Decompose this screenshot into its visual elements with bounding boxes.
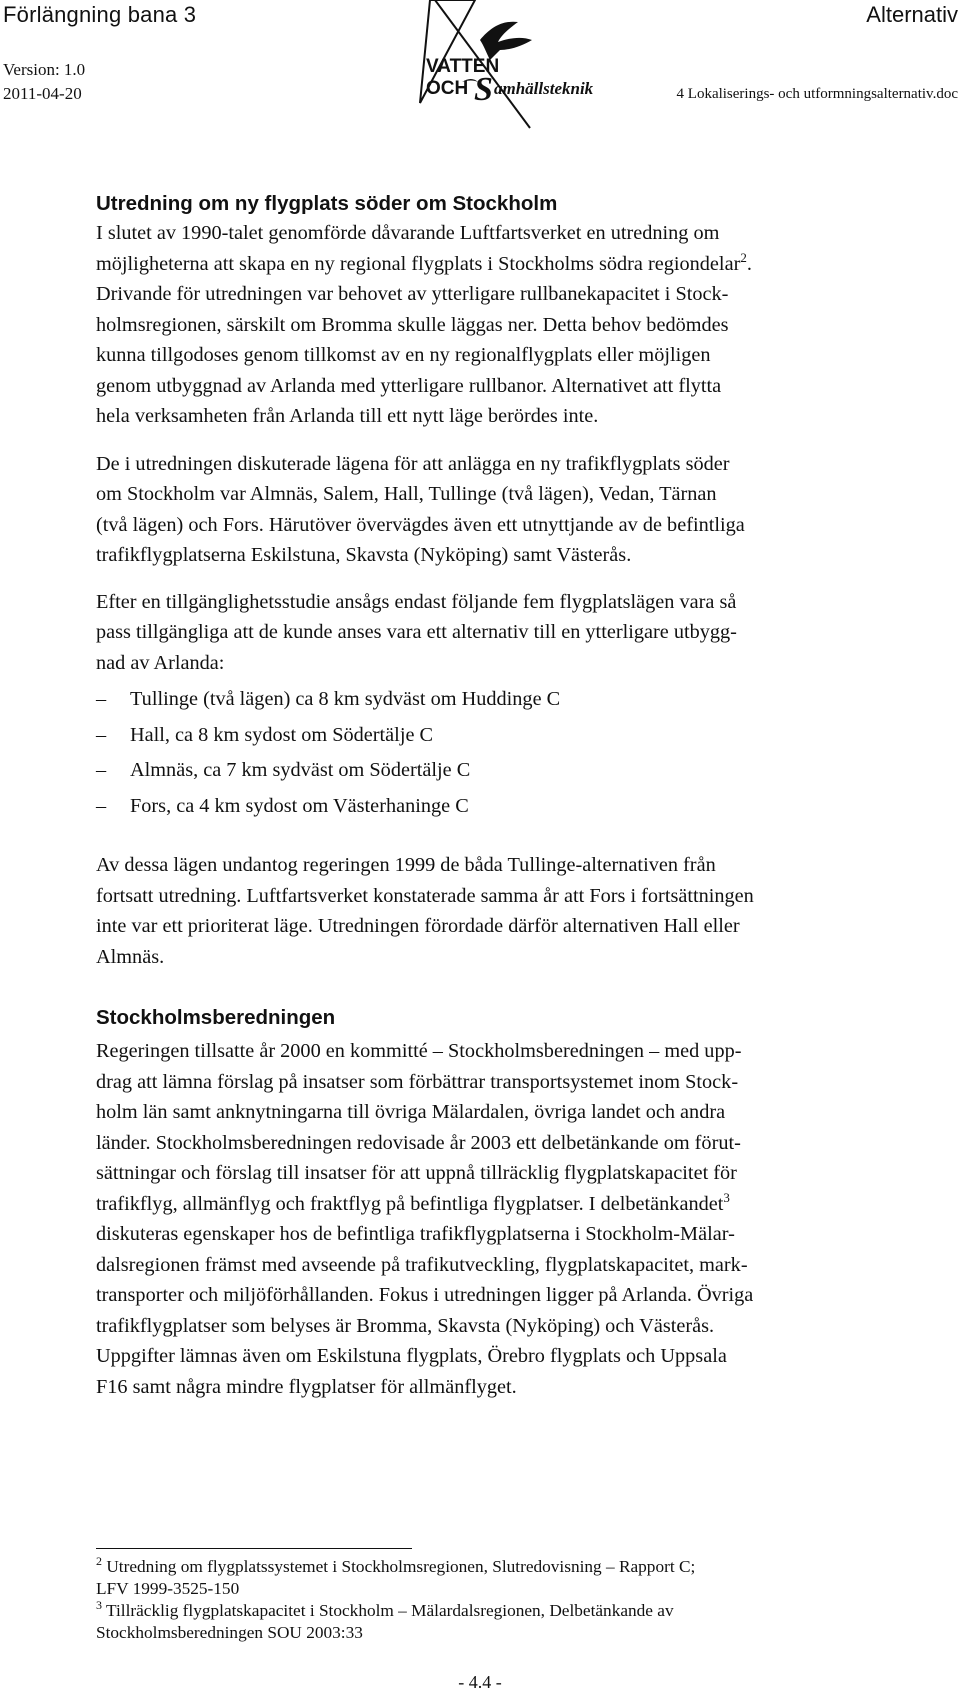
text-line: sättningar och förslag till insatser för att uppnå tillräcklig flygplatskapacitet för [96,1162,737,1184]
paragraph-stockholmsberedningen [96,1036,958,1402]
paragraph-tillganglighet [96,587,958,679]
logo-text-och: OCH [426,78,469,99]
text-line: F16 samt några mindre flygplatser för allmänflyget. [96,1375,517,1398]
text-line: hela verksamheten från Arlanda till ett nytt läge berördes inte. [96,405,599,427]
text-line: pass tillgängliga att de kunde anses vara ett alternativ till en ytterligare utbygg- [96,621,737,643]
page-number: - 4.4 - [458,1672,502,1692]
footnote-number: 2 [96,1554,102,1569]
text-line: kunna tillgodoses genom tillkomst av en ny regionalflygplats eller möjligen [96,344,711,366]
text-line: nad av Arlanda: [96,651,225,674]
text-line: trafikflygplatserna Eskilstuna, Skavsta (Nyköping) samt Västerås. [96,544,632,566]
text-line: trafikflyg, allmänflyg och fraktflyg på befintliga flygplatser. I delbetänkandet [96,1192,724,1215]
airport-location-list [96,682,958,824]
text-line: trafikflygplatser som belyses är Bromma, Skavsta (Nyköping) och Västerås. [96,1314,715,1337]
document-date: 2011-04-20 [3,84,82,103]
paragraph-utredning-intro [96,218,958,432]
logo-text-vatten: VATTEN [426,56,500,77]
list-item: – Fors, ca 4 km sydost om Västerhaninge C [96,789,958,825]
section-heading-stockholmsberedningen: Stockholmsberedningen [96,1006,336,1029]
text-line: länder. Stockholmsberedningen redovisade år 2003 ett delbetänkande om förut- [96,1131,741,1154]
text-punct: . [746,252,752,275]
footnote-3: $^3$ Tillräcklig flygplatskapacitet i Stockholm – Mälardalsregionen, Delbetänkande av Stockholmsberedningen SOU 2003:33 [96,1598,674,1642]
text-line: fortsatt utredning. Luftfartsverket konstaterade samma år att Fors i fortsättningen [96,884,754,907]
text-line: dalsregionen främst med avseende på trafikutveckling, flygplatskapacitet, mark- [96,1253,748,1276]
document-filename: 4 Lokaliserings- och utformningsalternativ.doc [676,86,958,102]
footnotes [96,1556,946,1644]
text-line: holm län samt anknytningarna till övriga Mälardalen, övriga landet och andra [96,1101,726,1123]
dash-marker: – [96,688,107,710]
text-line: De i utredningen diskuterade lägena för att anlägga en ny trafikflygplats söder [96,452,730,475]
text-line: genom utbyggnad av Arlanda med ytterligare rullbanor. Alternativet att flytta [96,374,722,397]
text-line: I slutet av 1990-talet genomförde dåvarande Luftfartsverket en utredning om [96,222,720,244]
dash-marker: – [96,723,107,746]
text-line: inte var ett prioriterat läge. Utredningen förordade därför alternativen Hall eller [96,915,740,937]
text-line: Regeringen tillsatte år 2000 en kommitté – Stockholmsberedningen – med upp- [96,1040,742,1062]
footnote-number: 3 [96,1598,102,1613]
list-item: – Almnäs, ca 7 km sydväst om Södertälje C [96,753,958,789]
text-line: Av dessa lägen undantog regeringen 1999 de båda Tullinge-alternativen från [96,854,716,876]
paragraph-regeringen-1999 [96,850,958,972]
list-item: – Tullinge (två lägen) ca 8 km sydväst om Huddinge C [96,682,958,718]
text-line: Uppgifter lämnas även om Eskilstuna flygplats, Örebro flygplats och Uppsala [96,1345,727,1367]
text-line: diskuteras egenskaper hos de befintliga trafikflygplatserna i Stockholm-Mälar- [96,1223,735,1245]
footnote-separator [96,1548,412,1549]
document-body [96,190,958,1402]
section-heading-utredning: Utredning om ny flygplats söder om Stockholm [96,192,558,215]
list-item: – Hall, ca 8 km sydost om Södertälje C [96,718,958,754]
dash-marker: – [96,759,107,781]
vatten-och-samhallsteknik-logo [390,0,650,140]
document-version: Version: 1.0 [3,60,86,79]
document-title: Förlängning bana 3 [3,2,197,27]
footnote-ref[interactable]: 2 [740,249,747,265]
logo-text-samhallsteknik: amhällsteknik [494,79,594,98]
text-line: om Stockholm var Almnäs, Salem, Hall, Tullinge (två lägen), Vedan, Tärnan [96,483,717,505]
footnote-ref[interactable]: 3 [723,1189,730,1205]
text-line: Efter en tillgänglighetsstudie ansågs endast följande fem flygplatslägen vara så [96,590,737,613]
logo-script-s: S [474,71,493,108]
section-label: Alternativ [866,2,958,27]
text-line: drag att lämna förslag på insatser som förbättrar transportsystemet inom Stock- [96,1070,739,1093]
text-line: Almnäs. [96,945,165,968]
dash-marker: – [96,794,107,817]
text-line: transporter och miljöförhållanden. Fokus i utredningen ligger på Arlanda. Övriga [96,1284,754,1306]
footnote-2: $^2$ Utredning om flygplatssystemet i Stockholmsregionen, Slutredovisning – Rapport C; LFV 1999-3525-150 [96,1554,696,1598]
text-line: möjligheterna att skapa en ny regional flygplats i Stockholms södra regiondelar [96,252,741,275]
text-line: Drivande för utredningen var behovet av ytterligare rullbanekapacitet i Stock- [96,283,729,305]
text-line: (två lägen) och Fors. Härutöver övervägdes även ett utnyttjande av de befintliga [96,513,745,536]
bird-icon [480,22,532,60]
paragraph-lagen [96,449,958,571]
text-line: holmsregionen, särskilt om Bromma skulle läggas ner. Detta behov bedömdes [96,313,729,336]
